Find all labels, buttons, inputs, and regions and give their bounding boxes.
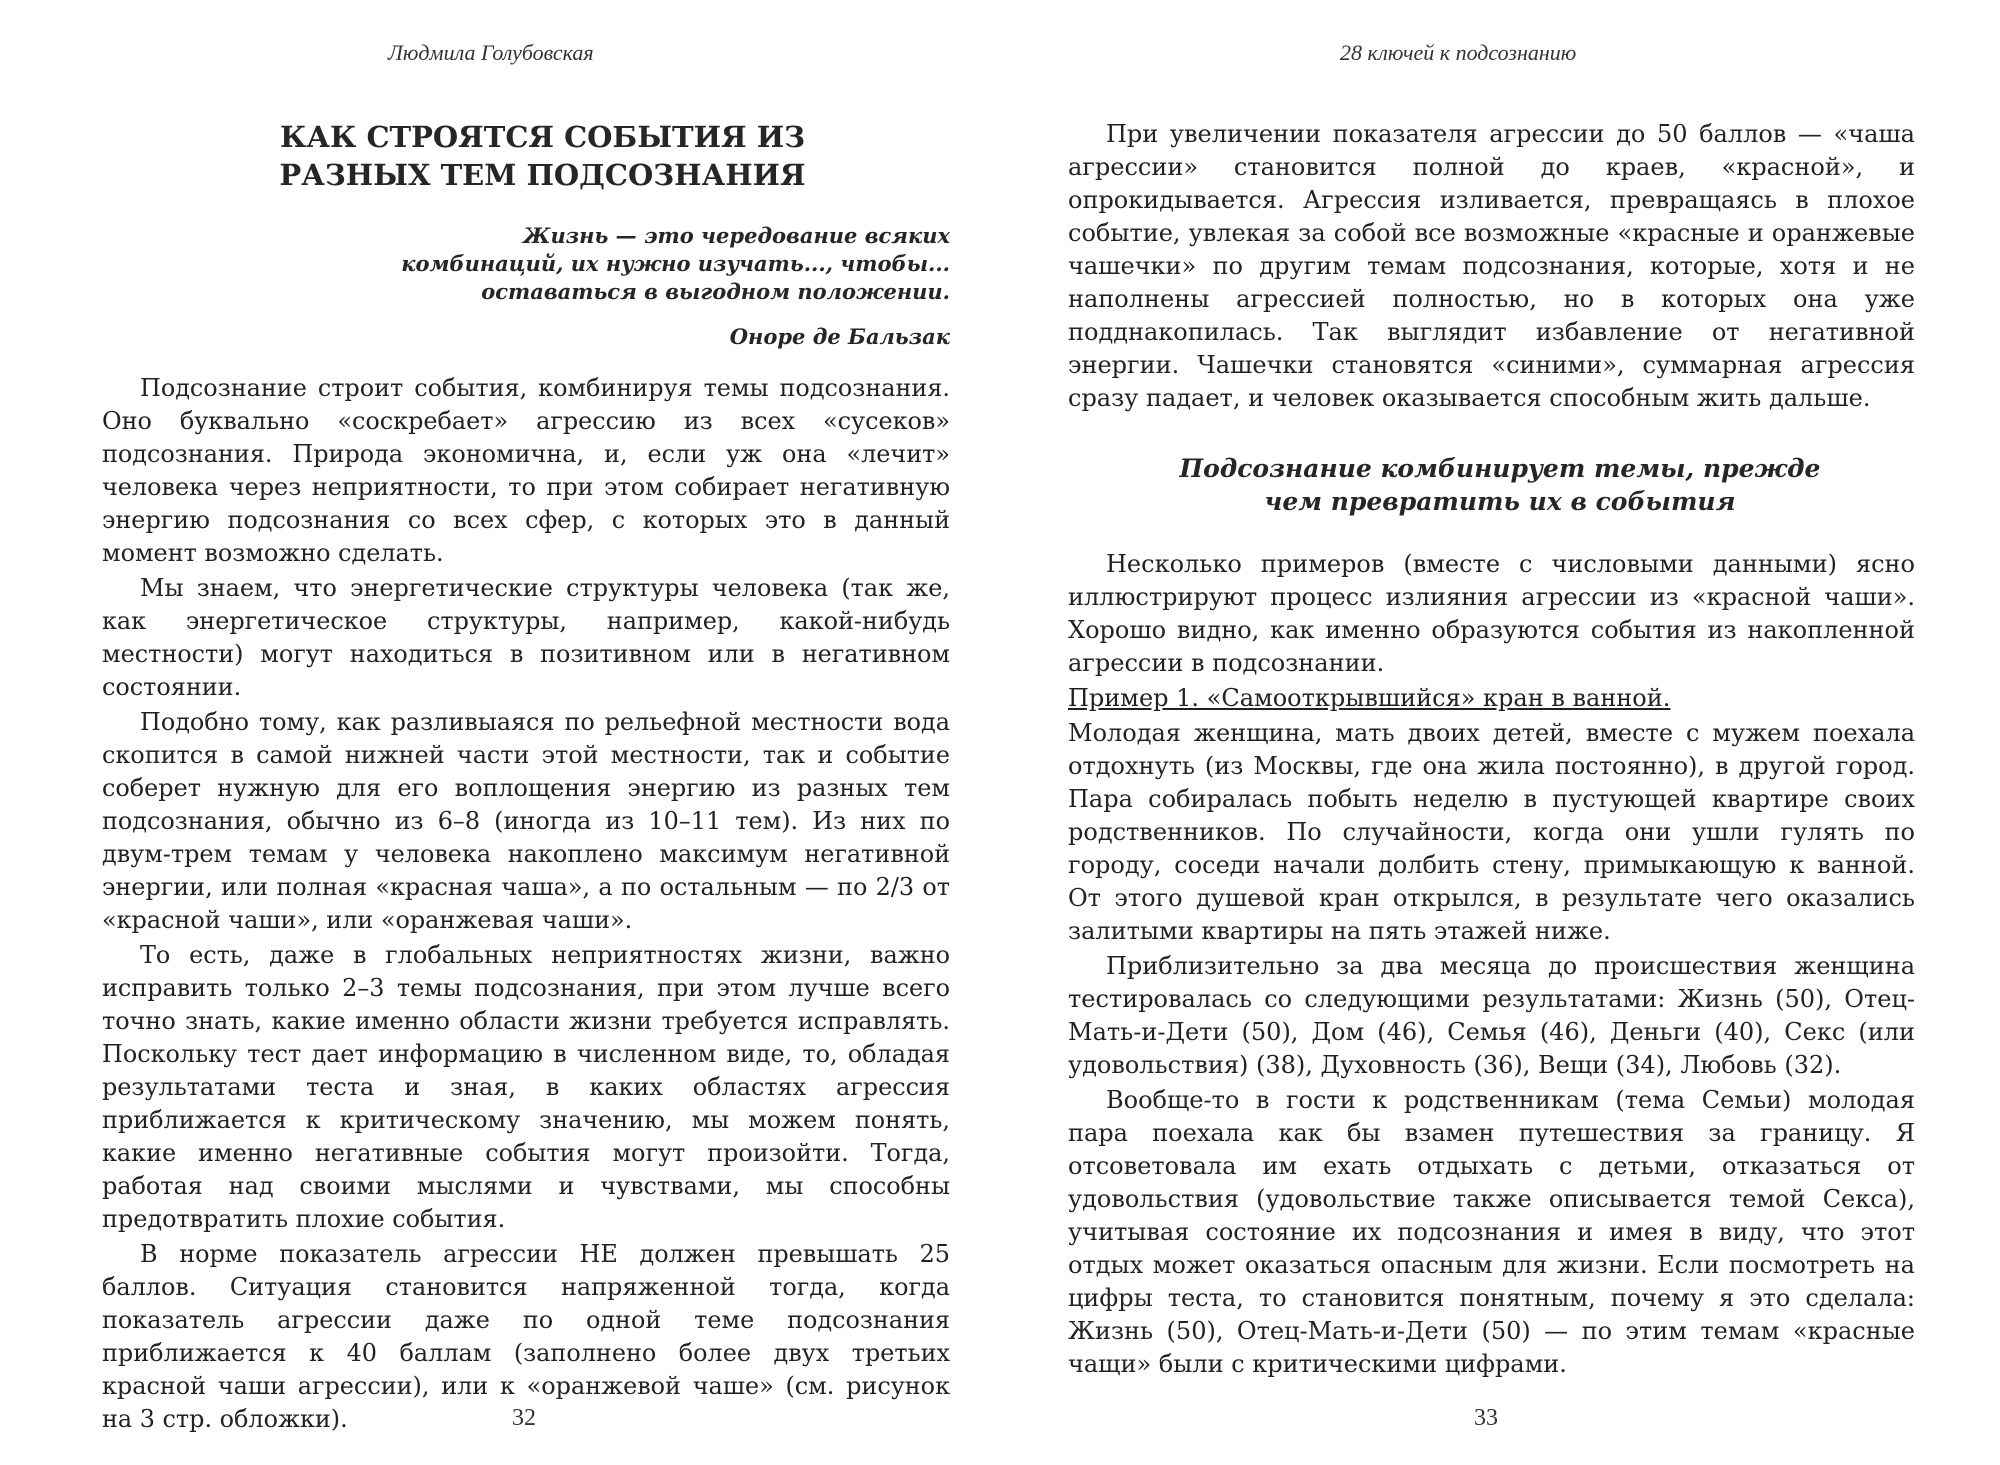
section-heading-line: чем превратить их в события [1264,487,1736,516]
example-title: Пример 1. «Самооткрывшийся» кран в ванной. [1068,684,1671,712]
chapter-title-line: КАК СТРОЯТСЯ СОБЫТИЯ ИЗ [279,120,806,154]
paragraph: Вообще-то в гости к родственникам (тема Семьи) молодая пара поехала как бы взамен путешествия за границу. Я отсоветовала им ехать отдыхать с детьми, отказаться от удовольствия (удовольствие также описывается темой Секса), учитывая состояние их подсознания и имея в виду, что этот отдых может оказаться опасным для жизни. Если посмотреть на цифры теста, то становится понятным, почему я это сделала: Жизнь (50), Отец-Мать-и-Дети (50) — по этим темам «красные чащи» были с критическими цифрами. [1068,1086,1915,1378]
running-head-book-title: 28 ключей к подсознанию [1340,40,1577,65]
paragraph: Несколько примеров (вместе с числовыми данными) ясно иллюстрируют процесс излияния агрессии из «красной чаши». Хорошо видно, как именно образуются события из накопленной агрессии в подсознании. [1068,550,1915,677]
paragraph: В норме показатель агрессии НЕ должен превышать 25 баллов. Ситуация становится напряженной тогда, когда показатель агрессии даже по одной теме подсознания приближается к 40 баллам (заполнено более двух третьих красной чаши агрессии), или к «оранжевой чаше» (см. рисунок на 3 стр. обложки). [102,1240,950,1433]
paragraph: Мы знаем, что энергетические структуры человека (так же, как энергетическое структуры, например, какой-нибудь местности) могут находиться в позитивном или в негативном состоянии. [102,574,950,701]
section-heading-line: Подсознание комбинирует темы, прежде [1179,454,1821,483]
chapter-title-line: РАЗНЫХ ТЕМ ПОДСОЗНАНИЯ [279,158,806,192]
paragraph: Подобно тому, как разливыаяся по рельефной местности вода скопится в самой нижней части этой местности, так и событие соберет нужную для его воплощения энергию из разных тем подсознания, обычно из 6–8 (иногда из 10–11 тем). Из них по двум-трем темам у человека накоплено максимум негативной энергии, или полная «красная чаша», а по остальным — по 2/3 от «красной чаши», или «оранжевая чаши». [102,708,950,934]
page-number: 32 [512,1405,536,1431]
epigraph-author: Оноре де Бальзак [729,324,950,349]
right-body-text-top [1068,118,1915,415]
paragraph: При увеличении показателя агрессии до 50 баллов — «чаша агрессии» становится полной до краев, «красной», и опрокидывается. Агрессия изливается, превращаясь в плохое событие, увлекая за собой все возможные «красные и оранжевые чашечки» по другим темам подсознания, которые, хотя и не наполнены агрессией полностью, но в которых она уже подднакопилась. Так выглядит избавление от негативной энергии. Чашечки становятся «синими», суммарная агрессия сразу падает, и человек оказывается способным жить дальше. [1068,120,1915,412]
running-head-author: Людмила Голубовская [388,40,594,65]
epigraph-line: оставаться в выгодном положении. [481,279,950,304]
epigraph-line: комбинаций, их нужно изучать..., чтобы... [401,251,950,276]
paragraph: То есть, даже в глобальных неприятностях жизни, важно исправить только 2–3 темы подсознания, при этом лучше всего точно знать, какие именно области жизни требуется исправлять. Поскольку тест дает информацию в численном виде, то, обладая результатами теста и зная, в каких областях агрессия приближается к критическому значению, мы можем понять, какие именно негативные события могут произойти. Тогда, работая над своими мыслями и чувствами, мы способны предотвратить плохие события. [102,941,950,1233]
chapter-title [210,118,875,194]
page-number: 33 [1474,1405,1498,1431]
paragraph: Молодая женщина, мать двоих детей, вместе с мужем поехала отдохнуть (из Москвы, где она жила постоянно), в другой город. Пара собиралась побыть неделю в пустующей квартире своих родственников. По случайности, когда они ушли гулять по городу, соседи начали долбить стену, примыкающую к ванной. От этого душевой кран открылся, в результате чего оказались залитыми квартиры на пять этажей ниже. [1068,719,1915,945]
right-body-text-bottom [1068,548,1915,1381]
epigraph-line: Жизнь — это чередование всяких [522,223,950,248]
epigraph [250,222,950,306]
left-body-text [102,372,950,1436]
section-heading [1100,452,1900,518]
paragraph: Приблизительно за два месяца до происшествия женщина тестировалась со следующими результатами: Жизнь (50), Отец-Мать-и-Дети (50), Дом (46), Семья (46), Деньги (40), Секс (или удовольствия) (38), Духовность (36), Вещи (34), Любовь (32). [1068,952,1915,1079]
paragraph: Подсознание строит события, комбинируя темы подсознания. Оно буквально «соскребает» агрессию из всех «сусеков» подсознания. Природа экономична, и, если уж она «лечит» человека через неприятности, то при этом собирает негативную энергию подсознания со всех сфер, с которых это в данный момент возможно сделать. [102,374,950,567]
